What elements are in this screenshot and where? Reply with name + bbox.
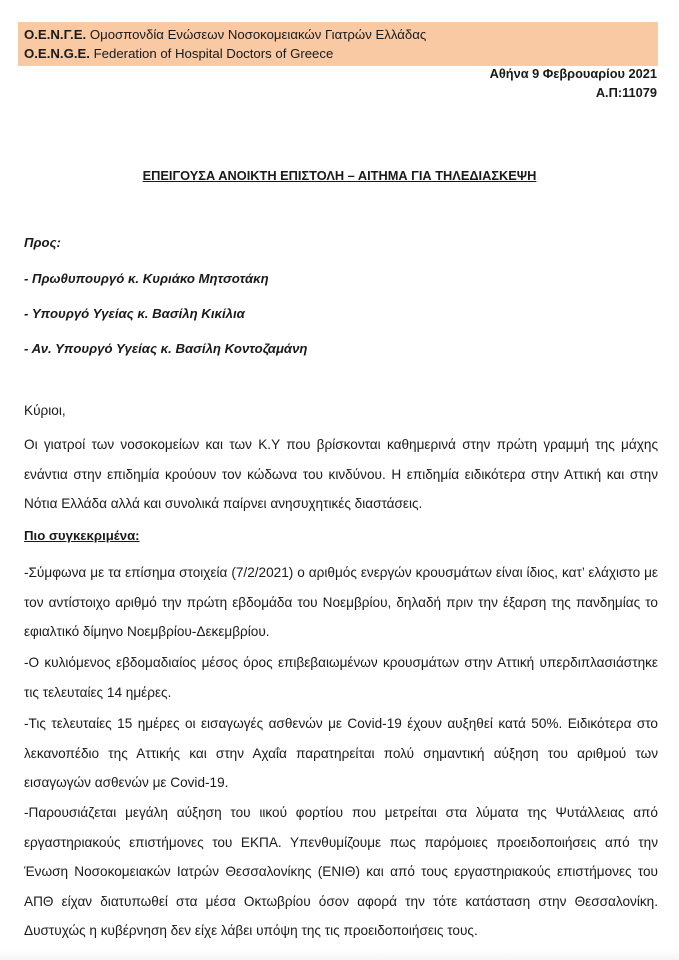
letterhead-greek-text: Ομοσπονδία Ενώσεων Νοσοκομειακών Γιατρών Ελλάδας: [89, 27, 427, 42]
letter-title: ΕΠΕΙΓΟΥΣΑ ΑΝΟΙΚΤΗ ΕΠΙΣΤΟΛΗ – ΑΙΤΗΜΑ ΓΙΑ ΤΗΛΕΔΙΑΣΚΕΨΗ: [142, 168, 537, 183]
point-paragraph: -Σύμφωνα με τα επίσημα στοιχεία (7/2/2021) ο αριθμός ενεργών κρουσμάτων είναι ίδιος, κατ’ ελάχιστο με τον αντίστοιχο αριθμό την πρώτη εβδομάδα του Νοεμβρίου, δηλαδή πριν την έξαρση της πανδημίας το εφιαλτικό δίμηνο Νοεμβρίου-Δεκεμβρίου.: [24, 565, 658, 640]
date-line: Αθήνα 9 Φεβρουαρίου 2021: [489, 66, 657, 81]
letterhead-greek-abbr: Ο.Ε.Ν.Γ.Ε.: [24, 27, 87, 42]
point-paragraph: -Παρουσιάζεται μεγάλη αύξηση του ιικού φορτίου που μετρείται στα λύματα της Ψυτάλλειας από εργαστηριακούς επιστήμονες του ΕΚΠΑ. Υπενθυμίζουμε πως παρόμοιες προειδοποιήσεις από την Ένωση Νοσοκομειακών Ιατρών Θεσσαλονίκης (ΕΝΙΘ) και από τους εργαστηριακούς επιστήμονες του ΑΠΘ είχαν διατυπωθεί στα μέσα Οκτωβρίου όσον αφορά την τότε κατάσταση στην Θεσσαλονίκη. Δυστυχώς η κυβέρνηση δεν είχε λάβει υπόψη της τις προειδοποιήσεις τους.: [24, 805, 658, 939]
point-paragraph: -Τις τελευταίες 15 ημέρες οι εισαγωγές ασθενών με Covid-19 έχουν αυξηθεί κατά 50%. Ειδικότερα στο λεκανοπέδιο της Αττικής και στην Αχαΐα παρατηρείται πολύ σημαντική αύξηση του αριθμού των εισαγωγών ασθενών με Covid-19.: [24, 716, 658, 791]
letterhead-english: [24, 46, 333, 61]
letterhead-english-text: Federation of Hospital Doctors of Greece: [93, 46, 334, 61]
salutation: Κύριοι,: [24, 403, 66, 418]
letterhead-english-abbr: O.E.N.G.E.: [24, 46, 90, 61]
recipient-item: - Αν. Υπουργό Υγείας κ. Βασίλη Κοντοζαμάνη: [24, 341, 308, 356]
letterhead-greek: [24, 27, 426, 42]
intro-paragraph: Οι γιατροί των νοσοκομείων και των Κ.Υ που βρίσκονται καθημερινά στην πρώτη γραμμή της μάχης ενάντια στην επιδημία κρούουν τον κώδωνα του κινδύνου. Η επιδημία ειδικότερα στην Αττική και στην Νότια Ελλάδα αλλά και συνολικά παίρνει ανησυχητικές διαστάσεις.: [24, 437, 658, 512]
recipient-item: - Υπουργό Υγείας κ. Βασίλη Κικίλια: [24, 306, 245, 321]
reference-number: Α.Π:11079: [595, 85, 657, 100]
section-subheading: Πιο συγκεκριμένα:: [24, 528, 140, 543]
recipient-item: - Πρωθυπουργό κ. Κυριάκο Μητσοτάκη: [24, 271, 269, 286]
recipients-label: Προς:: [24, 235, 61, 250]
point-paragraph: -Ο κυλιόμενος εβδομαδιαίος μέσος όρος επιβεβαιωμένων κρουσμάτων στην Αττική υπερδιπλασιάστηκε τις τελευταίες 14 ημέρες.: [24, 655, 658, 700]
page-edge: [0, 950, 679, 960]
